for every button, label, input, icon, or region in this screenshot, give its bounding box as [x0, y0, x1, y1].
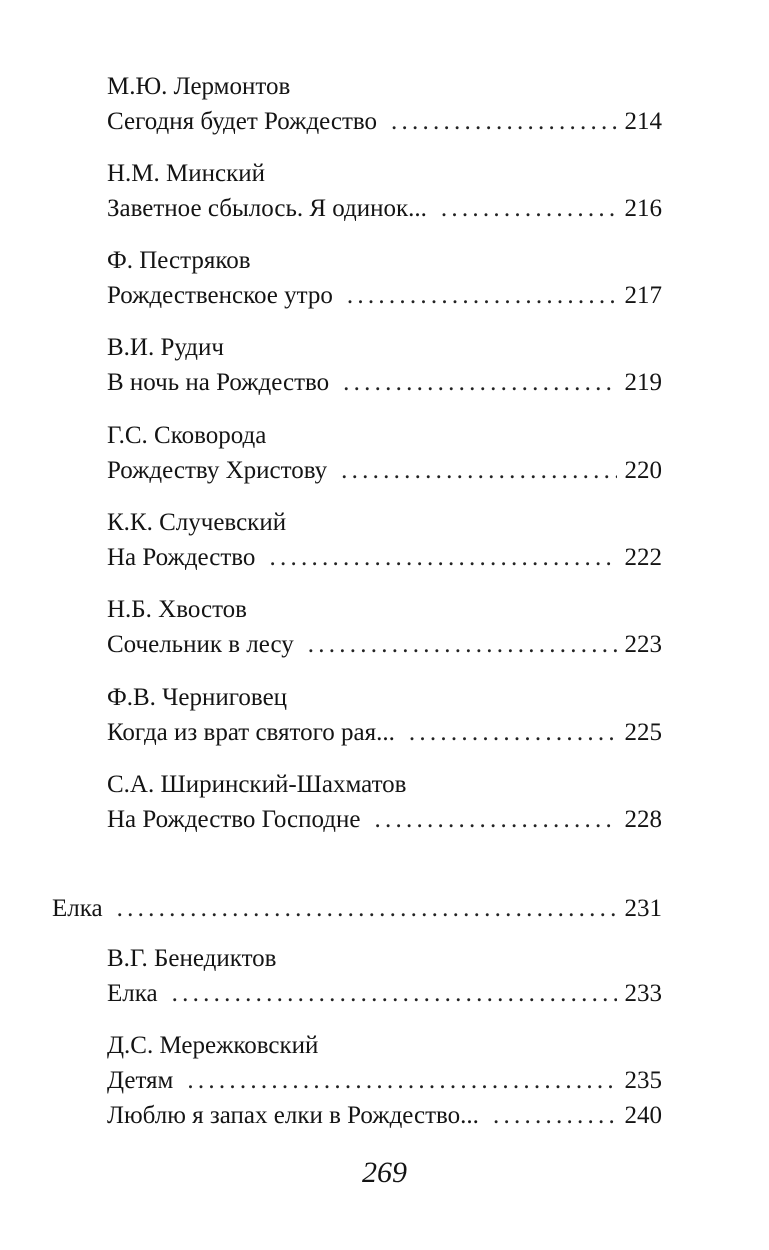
dot-leader — [441, 194, 617, 224]
toc-entry-title: В ночь на Рождество — [107, 369, 330, 396]
toc-entry-title: Рождеству Христову — [107, 457, 328, 484]
toc-author: Ф.В. Черниговец — [107, 684, 288, 711]
dot-leader — [308, 630, 617, 660]
dot-leader — [187, 1066, 616, 1096]
dot-leader — [117, 894, 617, 924]
toc-entry — [107, 456, 662, 486]
toc-entry — [107, 1066, 662, 1096]
toc-author: Г.С. Сковорода — [107, 422, 267, 449]
toc-entry-title: Сочельник в лесу — [107, 631, 294, 658]
dot-leader — [493, 1101, 617, 1131]
toc-author: С.А. Ширинский-Шахматов — [107, 771, 407, 798]
toc-entry-title: Когда из врат святого рая... — [107, 719, 395, 746]
toc-entry-title: Елка — [107, 980, 158, 1007]
toc-entry — [107, 107, 662, 137]
toc-author: В.Г. Бенедиктов — [107, 945, 277, 972]
toc-section — [52, 894, 662, 924]
page-number: 269 — [362, 1156, 407, 1189]
toc-entry-page: 225 — [624, 719, 662, 746]
toc-entry-title: Сегодня будет Рождество — [107, 108, 378, 135]
toc-entry-title: Заветное сбылось. Я одинок... — [107, 195, 427, 222]
toc-entry-title: Детям — [107, 1067, 174, 1094]
toc-entry — [107, 1101, 662, 1131]
toc-entry-page: 240 — [624, 1102, 662, 1129]
toc-author: Н.М. Минский — [107, 160, 266, 187]
toc-entry — [107, 281, 662, 311]
toc-entry-page: 222 — [624, 544, 662, 571]
toc-author: Ф. Пестряков — [107, 247, 251, 274]
toc-section-title: Елка — [52, 895, 103, 922]
toc-entry — [107, 368, 662, 398]
toc-entry-page: 235 — [624, 1067, 662, 1094]
toc-entry-page: 228 — [624, 806, 662, 833]
toc-entry — [107, 979, 662, 1009]
toc-entry — [107, 805, 662, 835]
toc-entry-title: На Рождество Господне — [107, 806, 361, 833]
toc-author: М.Ю. Лермонтов — [107, 73, 291, 100]
toc-entry-title: Рождественское утро — [107, 282, 333, 309]
toc-entry-title: Люблю я запах елки в Рождество... — [107, 1102, 479, 1129]
toc-author: Н.Б. Хвостов — [107, 596, 247, 623]
toc-author: Д.С. Мережковский — [107, 1032, 319, 1059]
toc-entry — [107, 630, 662, 660]
toc-entry-title: На Рождество — [107, 544, 256, 571]
dot-leader — [341, 456, 616, 486]
toc-entry-page: 220 — [624, 457, 662, 484]
toc-author: В.И. Рудич — [107, 334, 224, 361]
toc-entry-page: 214 — [624, 108, 662, 135]
dot-leader — [269, 543, 616, 573]
toc-entry — [107, 543, 662, 573]
dot-leader — [375, 805, 617, 835]
toc-section-page: 231 — [624, 895, 662, 922]
toc-entry-page: 223 — [624, 631, 662, 658]
toc-entry-page: 216 — [624, 195, 662, 222]
toc-entry-page: 233 — [624, 980, 662, 1007]
toc-entry — [107, 194, 662, 224]
dot-leader — [409, 718, 617, 748]
toc-entry-page: 219 — [624, 369, 662, 396]
toc-author: К.К. Случевский — [107, 509, 287, 536]
toc-entry — [107, 718, 662, 748]
toc-entry-page: 217 — [624, 282, 662, 309]
dot-leader — [343, 368, 616, 398]
dot-leader — [391, 107, 616, 137]
dot-leader — [172, 979, 617, 1009]
dot-leader — [347, 281, 617, 311]
